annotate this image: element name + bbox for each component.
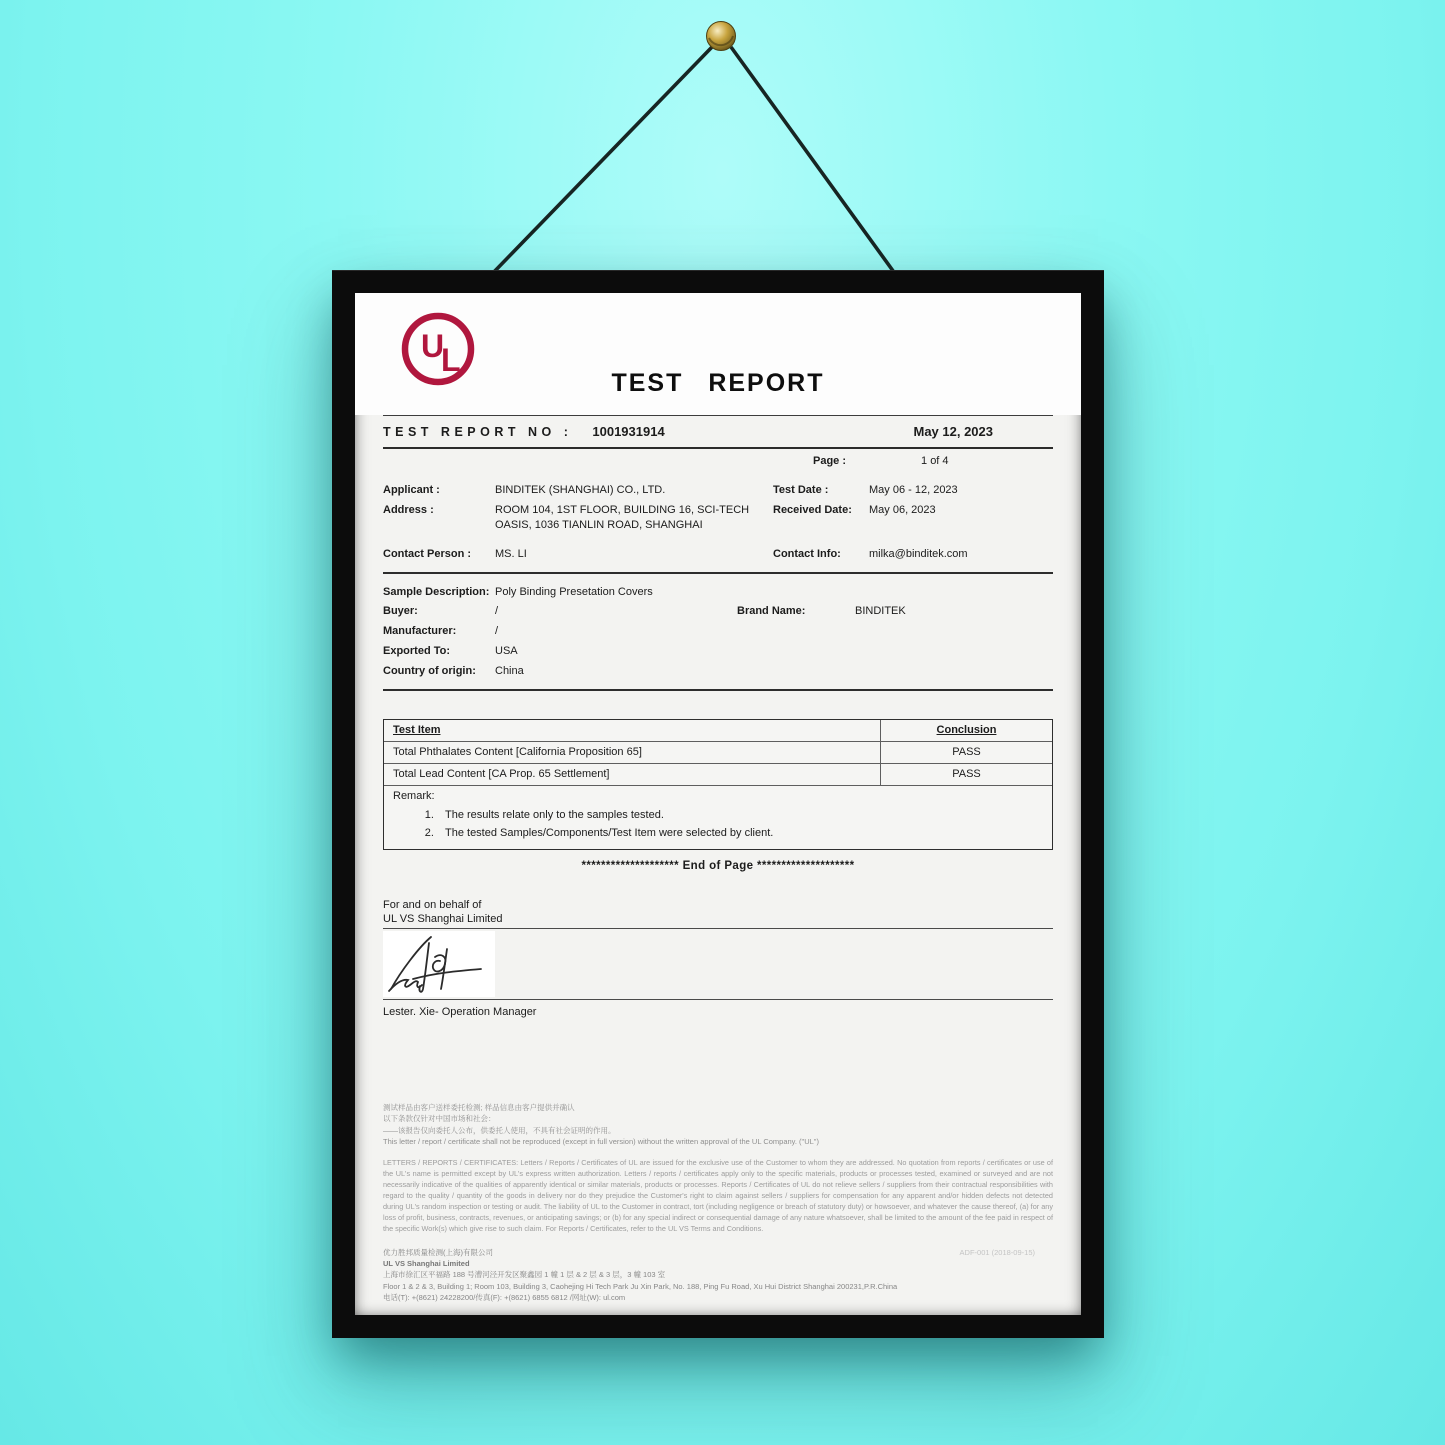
company-address-block (383, 1247, 1053, 1303)
legal-paragraph: LETTERS / REPORTS / CERTIFICATES: Letters / Reports / Certificates of UL are issued for the exclusive use of the Customer to whom they are addressed. No quotation from reports / certificates or use of the UL's name is permitted except by UL's express written authorization. Letters / reports / certificates apply only to the specific materials, products or processes tested, examined or surveyed and are not necessarily indicative of the qualities of apparently identical or similar materials, products or processes. Reports / Certificates of UL do not relieve sellers / suppliers from their contractual responsibilities with regard to the quality / quantity of the goods in delivery nor do they prejudice the Customer's right to claim against sellers / suppliers for compensation for any apparent and/or hidden defects not detected during UL's random inspection or testing or audit. The liability of UL to the Customer in contract, tort (including negligence or breach of statutory duty) or howsoever, and whatever the cause thereof, (a) for any loss of profit, business, contracts, revenues, or anticipating savings; or (b) for any special indirect or consequential damage of any nature whatsoever, shall be limited to the amount of the fee paid in respect of the specific Work(s) which give rise to such claim. For Reports / Certificates, refer to the UL VS Terms and Conditions. (383, 1158, 1053, 1233)
test-date-value: May 06 - 12, 2023 (869, 484, 958, 497)
address-label: Address : (383, 504, 434, 517)
report-no-value: 1001931914 (592, 424, 665, 439)
contact-person-label: Contact Person : (383, 547, 472, 560)
page-value: 1 of 4 (921, 454, 949, 467)
test-item-cell: Total Phthalates Content [California Proposition 65] (393, 746, 642, 759)
cn-disclaimer-line: ——该报告仅向委托人公布，供委托人使用，不具有社会证明的作用。 (383, 1125, 616, 1135)
contact-person-value: MS. LI (495, 547, 527, 560)
certificate-page (355, 293, 1081, 1315)
report-date: May 12, 2023 (913, 424, 993, 439)
report-header (355, 293, 1081, 415)
hanging-hardware (0, 0, 1445, 300)
reproduction-notice: This letter / report / certificate shall not be reproduced (except in full version) without the written approval of the UL Company. ("UL") (383, 1136, 819, 1146)
remark-item: 1. The results relate only to the samples tested. (437, 807, 1043, 825)
behalf-line-2: UL VS Shanghai Limited (383, 912, 503, 925)
divider (383, 689, 1053, 691)
picture-frame (332, 270, 1104, 1338)
results-table (383, 719, 1053, 850)
manufacturer-value: / (495, 625, 499, 638)
signature-scribble (383, 931, 495, 997)
col-conclusion: Conclusion (880, 720, 1052, 741)
table-row (384, 742, 1052, 764)
company-address-en: Floor 1 & 2 & 3, Building 1; Room 103, Building 3, Caohejing Hi Tech Park Ju Xin Park, No. 188, Ping Fu Road, Xu Hui District Shanghai 200231,P.R.China (383, 1281, 898, 1291)
sample-desc-label: Sample Description: (383, 585, 490, 598)
test-date-label: Test Date : (773, 484, 829, 497)
cn-disclaimer-line: 以下条款仅针对中国市场和社会： (383, 1114, 496, 1124)
test-item-cell: Total Lead Content [CA Prop. 65 Settlement] (393, 768, 610, 780)
divider (383, 999, 1053, 1000)
buyer-value: / (495, 605, 499, 618)
received-date-value: May 06, 2023 (869, 504, 936, 517)
address-value: ROOM 104, 1ST FLOOR, BUILDING 16, SCI-TECH OASIS, 1036 TIANLIN ROAD, SHANGHAI (495, 504, 750, 531)
origin-label: Country of origin: (383, 664, 476, 677)
page-title: TEST REPORT (611, 369, 825, 397)
manufacturer-label: Manufacturer: (383, 625, 457, 638)
company-address-cn: 上海市徐汇区平福路 188 号漕河泾开发区聚鑫园 1 幢 1 层 & 2 层 & 3 层，3 幢 103 室 (383, 1270, 666, 1280)
remark-label: Remark: (393, 789, 435, 802)
applicant-label: Applicant : (383, 484, 440, 497)
report-no-row (383, 415, 1053, 449)
col-test-item: Test Item (393, 724, 441, 737)
signer-name: Lester. Xie- Operation Manager (383, 1006, 537, 1019)
contact-info-label: Contact Info: (773, 547, 841, 560)
logo-letter-u: U (421, 328, 445, 364)
remark-block (384, 786, 1052, 850)
received-date-label: Received Date: (773, 504, 852, 517)
hanging-pin-icon (707, 22, 736, 51)
field-contact-person (383, 544, 1053, 564)
logo-letter-l: L (441, 342, 461, 378)
company-name-cn: 优力胜邦质量检测(上海)有限公司 (383, 1247, 493, 1257)
applicant-value: BINDITEK (SHANGHAI) CO., LTD. (495, 484, 666, 497)
field-manufacturer (383, 622, 1053, 642)
divider (383, 572, 1053, 574)
page-number-row (383, 449, 1053, 481)
hanging-string-left (491, 47, 712, 275)
company-contact-line: 电话(T): +(8621) 24228200/传真(F): +(8621) 6855 6812 /网址(W): ul.com (383, 1292, 626, 1302)
form-code: ADF-001 (2018-09-15) (959, 1247, 1035, 1257)
brand-value: BINDITEK (855, 605, 906, 618)
end-of-page-marker: ******************** End of Page ******************** (581, 860, 855, 873)
origin-value: China (495, 664, 524, 677)
contact-info-value: milka@binditek.com (869, 547, 968, 560)
divider (383, 928, 1053, 929)
report-no-label: TEST REPORT NO : (383, 425, 573, 439)
cn-disclaimer-line: 测试样品由客户送样委托检测; 样品信息由客户提供并确认 (383, 1103, 575, 1113)
remark-item: 2. The tested Samples/Components/Test Item were selected by client. (437, 825, 1043, 843)
field-sample-description (383, 582, 1053, 602)
field-exported-to (383, 642, 1053, 662)
sample-desc-value: Poly Binding Presetation Covers (495, 585, 653, 598)
table-row (384, 764, 1052, 786)
signature-image (383, 931, 495, 997)
fineprint-block (383, 1102, 1053, 1303)
field-applicant (383, 481, 1053, 501)
buyer-label: Buyer: (383, 605, 418, 618)
brand-label: Brand Name: (737, 605, 806, 618)
behalf-line-1: For and on behalf of (383, 898, 482, 911)
field-country-of-origin (383, 661, 1053, 681)
field-address (383, 501, 1053, 536)
exported-to-value: USA (495, 645, 518, 658)
field-buyer (383, 602, 1053, 622)
signoff-block (383, 899, 1053, 1020)
exported-to-label: Exported To: (383, 645, 451, 658)
conclusion-cell: PASS (880, 764, 1052, 785)
company-name-en: UL VS Shanghai Limited (383, 1259, 470, 1268)
table-header-row (384, 720, 1052, 742)
page-label: Page : (813, 454, 847, 467)
conclusion-cell: PASS (880, 742, 1052, 763)
hanging-string-right (731, 47, 896, 275)
